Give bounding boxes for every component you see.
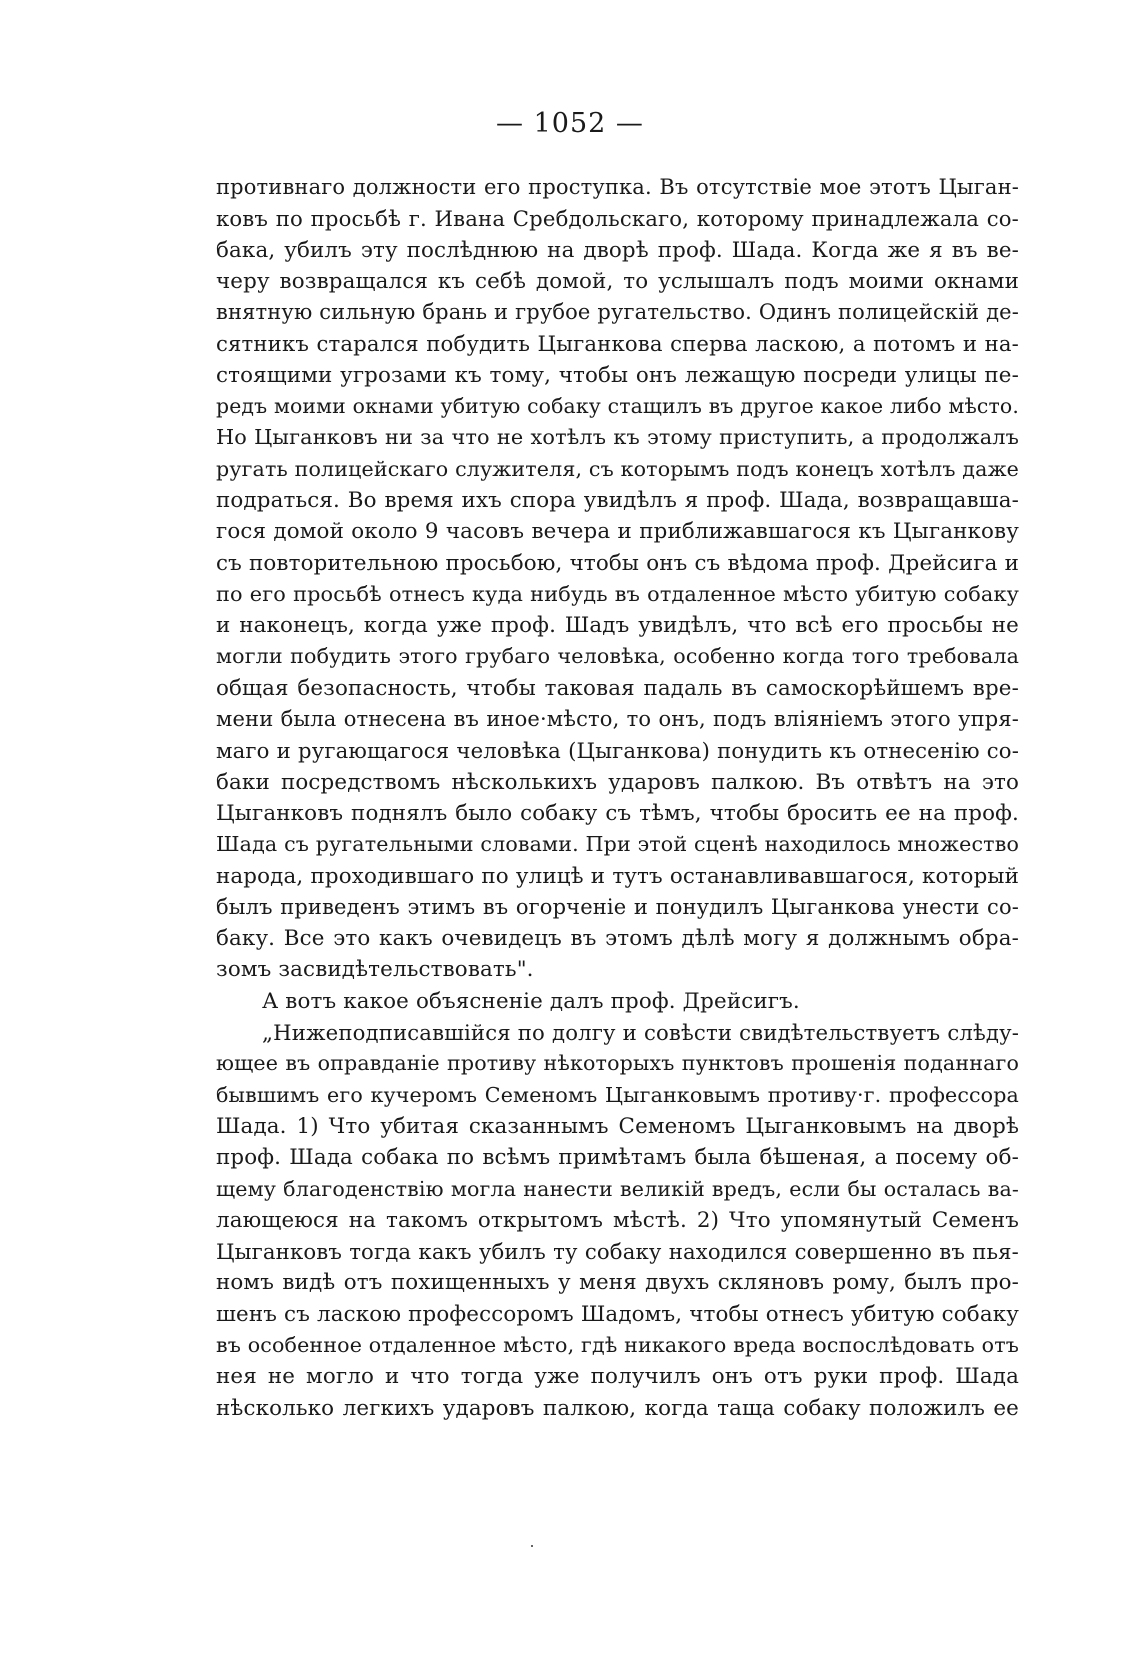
- text-line: сятникъ старался побудить Цыганкова сперва ласкою, а потомъ и на-: [216, 331, 1019, 357]
- text-line: и наконецъ, когда уже проф. Шадъ увидѣлъ, что всѣ его просьбы не: [216, 613, 1019, 639]
- text-line: нѣсколько легкихъ ударовъ палкою, когда таща собаку положилъ ее: [216, 1395, 1019, 1421]
- text-line: въ особенное отдаленное мѣсто, гдѣ никакого вреда воспослѣдовать отъ: [216, 1332, 1019, 1357]
- text-line: проф. Шада собака по всѣмъ примѣтамъ была бѣшеная, а посему об-: [216, 1145, 1019, 1171]
- body-text: [216, 172, 1019, 1424]
- text-line: зомъ засвидѣтельствовать".: [216, 957, 534, 983]
- text-line: стоящими угрозами къ тому, чтобы онъ лежащую посреди улицы пе-: [216, 362, 1019, 388]
- text-line: былъ приведенъ этимъ въ огорченіе и понудилъ Цыганкова унести со-: [216, 894, 1019, 919]
- scan-speck: [531, 1545, 533, 1547]
- text-line: маго и ругающагося человѣка (Цыганкова) понудить къ отнесенію со-: [216, 738, 1019, 764]
- text-line: Но Цыганковъ ни за что не хотѣлъ къ этому приступить, а продолжалъ: [216, 425, 1019, 450]
- text-line: ругать полицейскаго служителя, съ которымъ подъ конецъ хотѣлъ даже: [216, 456, 1019, 481]
- text-line: противнаго должности его проступка. Въ отсутствіе мое этотъ Цыган-: [216, 175, 1019, 199]
- text-line: бака, убилъ эту послѣднюю на дворѣ проф. Шада. Когда же я въ ве-: [216, 237, 1019, 263]
- text-line: съ повторительною просьбою, чтобы онъ съ вѣдома проф. Дрейсига и: [216, 550, 1019, 576]
- text-line: Шада. 1) Что убитая сказаннымъ Семеномъ Цыганковымъ на дворѣ: [216, 1113, 1019, 1139]
- text-line: бывшимъ его кучеромъ Семеномъ Цыганковымъ противу·г. профессора: [216, 1082, 1019, 1107]
- text-line: нея не могло и что тогда уже получилъ онъ отъ руки проф. Шада: [216, 1364, 1019, 1390]
- text-line: мени была отнесена въ иное·мѣсто, то онъ, подъ вліяніемъ этого упря-: [216, 707, 1019, 732]
- text-line: Шада съ ругательными словами. При этой сценѣ находилось множество: [216, 832, 1019, 857]
- text-line: черу возвращался къ себѣ домой, то услышалъ подъ моими окнами: [216, 268, 1019, 294]
- text-line: внятную сильную брань и грубое ругательство. Одинъ полицейскій де-: [216, 300, 1019, 325]
- text-line: баку. Все это какъ очевидецъ въ этомъ дѣлѣ могу я должнымъ обра-: [216, 926, 1019, 952]
- text-line: баки посредствомъ нѣсколькихъ ударовъ палкою. Въ отвѣтъ на это: [216, 769, 1019, 795]
- text-line: Цыганковъ поднялъ было собаку съ тѣмъ, чтобы бросить ее на проф.: [216, 800, 1019, 826]
- text-line: народа, проходившаго по улицѣ и тутъ останавливавшагося, который: [216, 863, 1019, 889]
- text-line: лающеюся на такомъ открытомъ мѣстѣ. 2) Что упомянутый Семенъ: [216, 1207, 1019, 1233]
- paragraph-start-line: „Нижеподписавшійся по долгу и совѣсти свидѣтельствуетъ слѣду-: [262, 1020, 1019, 1046]
- text-line: гося домой около 9 часовъ вечера и приближавшагося къ Цыганкову: [216, 519, 1019, 545]
- paragraph-start-line: А вотъ какое объясненіе далъ проф. Дрейсигъ.: [262, 988, 800, 1014]
- text-line: щему благоденствію могла нанести великій вредъ, если бы осталась ва-: [216, 1176, 1019, 1201]
- text-line: номъ видѣ отъ похищенныхъ у меня двухъ скляновъ рому, былъ про-: [216, 1270, 1019, 1296]
- text-line: подраться. Во время ихъ спора увидѣлъ я проф. Шада, возвращавша-: [216, 487, 1019, 513]
- text-line: редъ моими окнами убитую собаку стащилъ въ другое какое либо мѣсто.: [216, 394, 1019, 419]
- text-line: могли побудить этого грубаго человѣка, особенно когда того требовала: [216, 644, 1019, 669]
- text-line: ющее въ оправданіе противу нѣкоторыхъ пунктовъ прошенія поданнаго: [216, 1051, 1019, 1076]
- page-number: — 1052 —: [496, 108, 644, 139]
- text-line: шенъ съ ласкою профессоромъ Шадомъ, чтобы отнесъ убитую собаку: [216, 1301, 1019, 1327]
- text-line: по его просьбѣ отнесъ куда нибудь въ отдаленное мѣсто убитую собаку: [216, 581, 1019, 606]
- text-line: Цыганковъ тогда какъ убилъ ту собаку находился совершенно въ пья-: [216, 1239, 1019, 1265]
- text-line: ковъ по просьбѣ г. Ивана Сребдольскаго, которому принадлежала со-: [216, 206, 1019, 232]
- text-line: общая безопасность, чтобы таковая падаль въ самоскорѣйшемъ вре-: [216, 675, 1019, 701]
